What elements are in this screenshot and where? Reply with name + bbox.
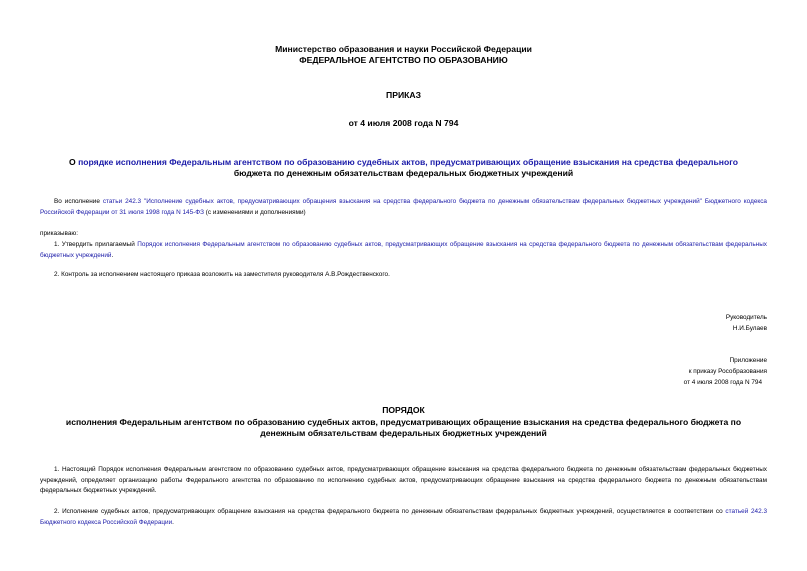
poryadok-subtitle bbox=[40, 417, 767, 439]
appendix-line-2: к приказу Рособразования bbox=[688, 368, 767, 375]
order-item-1 bbox=[40, 240, 767, 261]
body-paragraph-1: 1. Настоящий Порядок исполнения Федеральным агентством по образованию судебных актов, предусматривающих обращение взыскания на средства федерального бюджета по денежным обязательствам федеральных бюджетных учреждений, определяет организацию работы Федерального агентства по образованию по исполнению судебных актов, предусматривающих обращение взыскания на средства федерального бюджета по денежным обязательствам федеральных бюджетных учреждений. bbox=[40, 466, 767, 495]
signature-role: Руководитель bbox=[725, 314, 767, 321]
preamble-start: Во исполнение bbox=[54, 198, 103, 205]
preamble-link[interactable]: статьи 242.3 "Исполнение судебных актов, предусматривающих обращения взыскания на средства федерального бюджета по денежным обязательствам федеральных бюджетных учреждений" Бюджетного кодекса Российской Федерации от 31 июля 1998 года N 145-ФЗ bbox=[40, 198, 767, 216]
document-title bbox=[40, 157, 767, 179]
poryadok-heading: ПОРЯДОК bbox=[382, 405, 425, 415]
appendix-line-1: Приложение bbox=[729, 357, 767, 364]
item1-end: . bbox=[111, 251, 114, 259]
signature bbox=[726, 312, 767, 334]
title-link[interactable]: порядке исполнения Федеральным агентством по образованию судебных актов, предусматривающих обращение взыскания на средства федерального bbox=[78, 157, 738, 167]
p2-start: 2. Исполнение судебных актов, предусматривающих обращение взыскания на средства федерального бюджета по денежным обязательствам федеральных бюджетных учреждений, осуществляется в соответствии со bbox=[54, 508, 726, 515]
ministry-name: Министерство образования и науки Российской Федерации bbox=[275, 44, 532, 54]
order-item-2: 2. Контроль за исполнением настоящего приказа возложить на заместителя руководителя А.В.Рождественского. bbox=[54, 271, 390, 278]
doc-type: ПРИКАЗ bbox=[386, 90, 421, 100]
preamble bbox=[40, 197, 767, 218]
p2-end: . bbox=[172, 518, 174, 526]
document-header bbox=[0, 44, 807, 66]
appendix-line-3: от 4 июля 2008 года N 794 bbox=[683, 379, 762, 386]
p2-link[interactable]: статьей 242.3 Бюджетного кодекса Российской Федерации bbox=[40, 508, 768, 526]
poryadok-sub-2: денежным обязательствам федеральных бюджетных учреждений bbox=[260, 428, 547, 438]
preamble-end: (с изменениями и дополнениями) bbox=[204, 208, 306, 216]
poryadok-sub-1: исполнения Федеральным агентством по образованию судебных актов, предусматривающих обращение взыскания на средства федерального бюджета по bbox=[65, 417, 742, 427]
signature-name: Н.И.Булаев bbox=[732, 325, 767, 332]
prikazyvayu: приказываю: bbox=[40, 230, 78, 237]
body-paragraph-2 bbox=[40, 507, 767, 528]
item1-link[interactable]: Порядок исполнения Федеральным агентством по образованию судебных актов, предусматривающих обращение взыскания на средства федерального бюджета по денежным обязательствам федеральных бюджетных учреждений bbox=[40, 241, 767, 259]
agency-name: ФЕДЕРАЛЬНОЕ АГЕНТСТВО ПО ОБРАЗОВАНИЮ bbox=[299, 55, 508, 65]
appendix-note bbox=[684, 355, 767, 388]
item1-start: 1. Утвердить прилагаемый bbox=[54, 241, 138, 248]
title-prefix: О bbox=[69, 157, 79, 167]
doc-date: от 4 июля 2008 года N 794 bbox=[348, 118, 459, 128]
title-line2: бюджета по денежным обязательствам федеральных бюджетных учреждений bbox=[233, 168, 574, 178]
